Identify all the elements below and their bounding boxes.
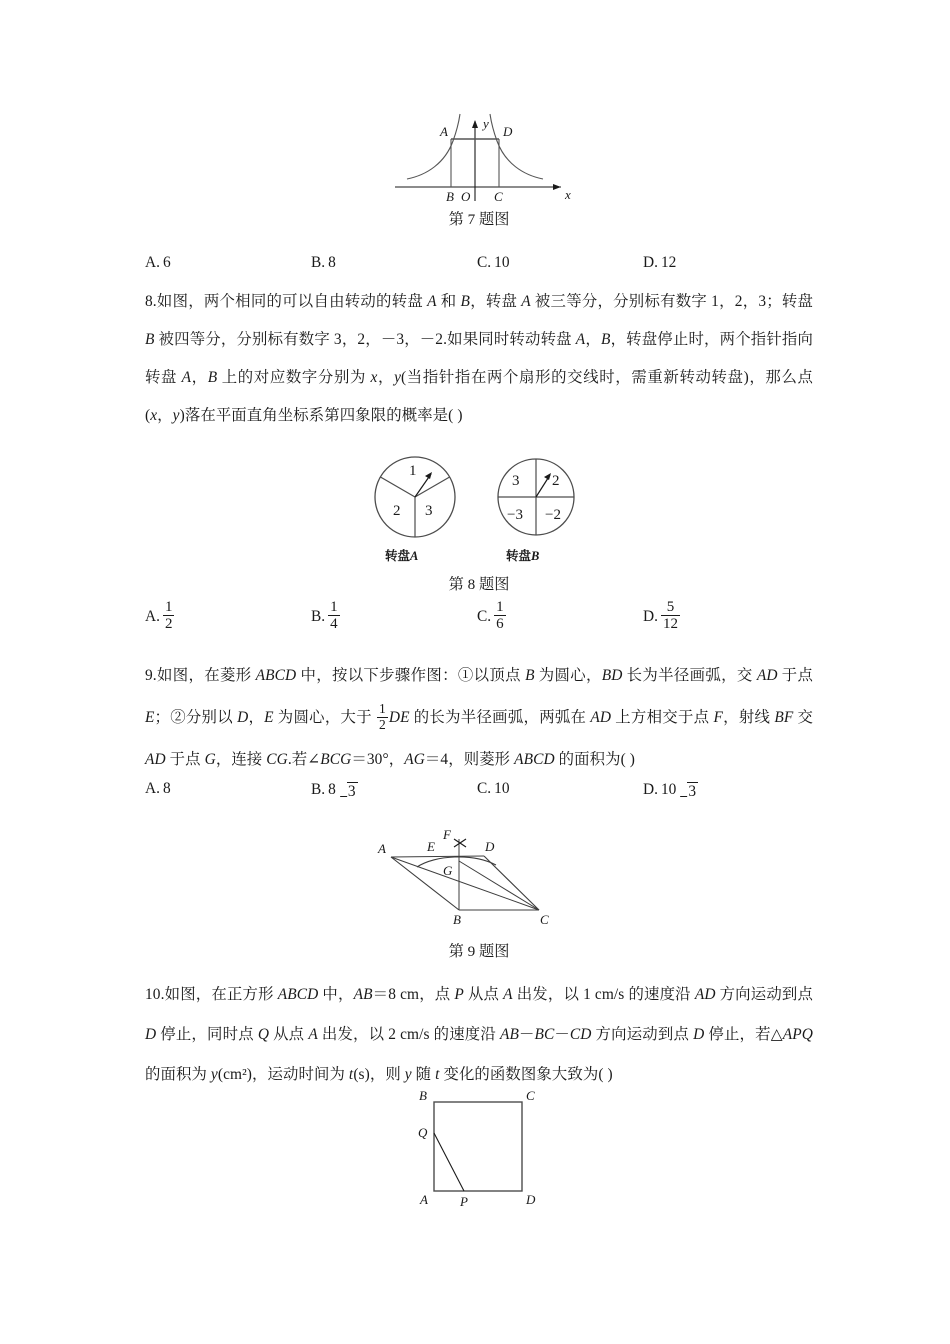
q7-figure-block: [145, 105, 813, 235]
svg-text:F: F: [443, 827, 451, 842]
svg-text:E: E: [427, 839, 435, 854]
svg-text:2: 2: [393, 503, 401, 519]
q9-option-d[interactable]: D. 10 3: [643, 780, 697, 800]
q7-figure-caption: 第 7 题图: [448, 211, 510, 228]
fraction: $\frac{1}{6}$: [496, 599, 504, 633]
q9-option-a[interactable]: A. 8: [145, 780, 171, 797]
q9-number: 9.: [145, 667, 157, 684]
spinner-b: [498, 459, 574, 535]
q8-option-b[interactable]: B. $\frac{1}{4}$: [311, 599, 338, 633]
q8-number: 8.: [145, 293, 157, 310]
q8-figure-caption: 第 8 题图: [448, 576, 510, 593]
svg-text:B: B: [446, 189, 454, 204]
svg-text:D: D: [526, 1192, 536, 1207]
svg-text:B: B: [419, 1090, 427, 1103]
q7-option-a[interactable]: A. 6: [145, 254, 171, 271]
radical-icon: 3: [340, 780, 358, 799]
fraction-one-half: $\frac{1}{2}$: [379, 701, 386, 732]
q8-option-c[interactable]: C. $\frac{1}{6}$: [477, 599, 504, 633]
q7-option-b[interactable]: B. 8: [311, 254, 336, 271]
svg-text:B: B: [453, 912, 461, 925]
q10-figure-block: [145, 1090, 813, 1210]
fraction: $\frac{1}{4}$: [330, 599, 338, 633]
square-apq-figure: [389, 1090, 569, 1210]
hyperbola-rectangle-figure: [379, 105, 579, 205]
svg-text:3: 3: [512, 473, 520, 489]
svg-text:−2: −2: [545, 507, 561, 523]
spinner-b-caption: 转盘B: [506, 549, 540, 563]
q7-option-d[interactable]: D. 12: [643, 254, 677, 271]
q7-option-c[interactable]: C. 10: [477, 254, 510, 271]
q9-question-text: 9.如图，在菱形 ABCD 中，按以下步骤作图：①以顶点 B 为圆心，BD 长为半径画弧，交 AD 于点 E；②分别以 D，E 为圆心，大于 $\frac{1}{2}$ DE 的长为半径画弧，两弧在 AD 上方相交于点 F，射线 BF 交 AD 于点 G，连接 CG.若∠BCG＝30°，AG＝4，则菱形 ABCD 的面积为( ): [145, 667, 813, 768]
q10-number: 10.: [145, 986, 165, 1003]
svg-text:C: C: [494, 189, 503, 204]
q9-option-c[interactable]: C. 10: [477, 780, 510, 797]
svg-text:A: A: [378, 841, 386, 856]
svg-text:2: 2: [552, 473, 560, 489]
svg-text:D: D: [485, 839, 495, 854]
fraction: $\frac{5}{12}$: [662, 599, 678, 633]
spinner-a-caption: 转盘A: [385, 549, 419, 563]
rhombus-construction-figure: [369, 815, 589, 925]
svg-text:O: O: [461, 189, 471, 204]
svg-text:C: C: [540, 912, 549, 925]
spinners-figure: [349, 440, 609, 565]
svg-text:A: A: [420, 1192, 428, 1207]
svg-text:G: G: [443, 863, 453, 878]
svg-text:3: 3: [425, 503, 433, 519]
q8-option-a[interactable]: A. $\frac{1}{2}$: [145, 599, 173, 633]
q9-option-b[interactable]: B. 8 3: [311, 780, 356, 800]
svg-text:A: A: [440, 124, 448, 139]
svg-text:−3: −3: [507, 507, 523, 523]
q9-figure-caption: 第 9 题图: [448, 943, 510, 960]
q9-figure-block: [145, 815, 813, 967]
q8-option-d[interactable]: D. $\frac{5}{12}$: [643, 599, 678, 633]
svg-text:y: y: [483, 116, 489, 131]
svg-text:x: x: [565, 187, 571, 202]
radical-icon: 3: [680, 780, 698, 799]
q8-question-text: 8.如图，两个相同的可以自由转动的转盘 A 和 B，转盘 A 被三等分，分别标有数字 1，2，3；转盘 B 被四等分，分别标有数字 3，2，－3，－2.如果同时转动转盘 A，B，转盘停止时，两个指针指向转盘 A，B 上的对应数字分别为 x，y(当指针指在两个扇形的交线时，需重新转动转盘)，那么点(x，y)落在平面直角坐标系第四象限的概率是( ): [145, 293, 813, 424]
svg-text:1: 1: [409, 463, 417, 479]
svg-text:Q: Q: [418, 1125, 428, 1140]
spinner-a: [375, 457, 455, 537]
q8-figure-block: [145, 440, 813, 600]
svg-text:P: P: [460, 1194, 468, 1209]
svg-text:C: C: [526, 1090, 535, 1103]
fraction: $\frac{1}{2}$: [164, 599, 173, 633]
svg-text:D: D: [503, 124, 513, 139]
q10-question-text: 10.如图，在正方形 ABCD 中，AB＝8 cm，点 P 从点 A 出发，以 1 cm/s 的速度沿 AD 方向运动到点 D 停止，同时点 Q 从点 A 出发，以 2 cm/s 的速度沿 AB－BC－CD 方向运动到点 D 停止，若△APQ 的面积为 y(cm²)，运动时间为 t(s)，则 y 随 t 变化的函数图象大致为( ): [145, 986, 813, 1083]
